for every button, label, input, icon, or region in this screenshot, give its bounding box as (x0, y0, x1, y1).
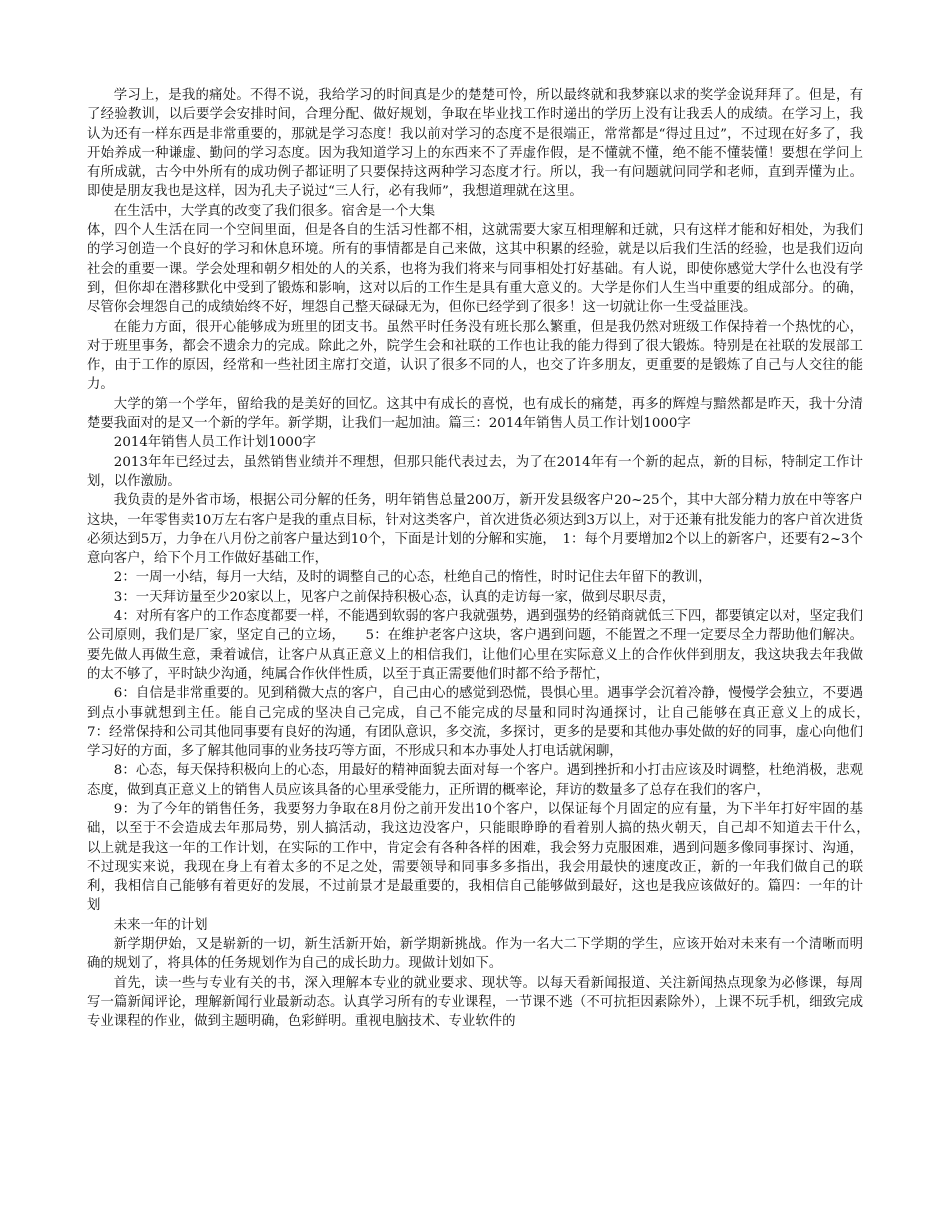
list-item-4-5: 4：对所有客户的工作态度都要一样，不能遇到软弱的客户我就强势，遇到强势的经销商就低三下四，都要镇定以对，坚定我们公司原则，我们是厂家，坚定自己的立场， 5：在维护老客户这块，客户遇到问题，不能置之不理一定要尽全力帮助他们解决。要先做人再做生意，秉着诚信，让客户从真正意义上的相信我们，让他们心里在实际意义上的合作伙伴到朋友，我这块我去年我做的太不够了，平时缺少沟通，纯属合作伙伴性质，以至于真正需要他们时都不给予帮忙， (87, 609, 863, 682)
paragraph-sales-targets: 我负责的是外省市场，根据公司分解的任务，明年销售总量200万，新开发县级客户20~25个，其中大部分精力放在中等客户这块，一年零售卖10万左右客户是我的重点目标，针对这类客户，首次进货必须达到3万以上，对于还兼有批发能力的客户首次进货必须达到5万，力争在八月份之前客户量达到10个，下面是计划的分解和实施， 1：每个月要增加2个以上的新客户，还要有2~3个意向客户，给下个月工作做好基础工作， (87, 493, 863, 567)
paragraph-first-step: 首先，读一些与专业有关的书，深入理解本专业的就业要求、现状等。以每天看新闻报道、关注新闻热点现象为必修课，每周写一篇新闻评论，理解新闻行业最新动态。认真学习所有的专业课程，一节课不逃（不可抗拒因素除外），上课不玩手机，细致完成专业课程的作业，做到主题明确，色彩鲜明。重视电脑技术、专业软件的 (87, 975, 863, 1030)
list-item-3: 3：一天拜访量至少20家以上，见客户之前保持积极心态，认真的走访每一家，做到尽职尽责， (113, 589, 675, 605)
paragraph-life: 在生活中，大学真的改变了我们很多。宿舍是一个大集 (113, 203, 436, 219)
paragraph-study: 学习上，是我的痛处。不得不说，我给学习的时间真是少的楚楚可怜，所以最终就和我梦寐以求的奖学金说拜拜了。但是，有了经验教训，以后要学会安排时间，合理分配、做好规划，争取在毕业找工作时递出的学历上没有让我丢人的成绩。在学习上，我认为还有一样东西是非常重要的，那就是学习态度！我以前对学习的态度不是很端正，常常都是“得过且过”，不过现在好多了，我开始养成一种谦虚、勤问的学习态度。因为我知道学习上的东西来不了弄虚作假，是不懂就不懂，绝不能不懂装懂！要想在学问上有所成就，古今中外所有的成功例子都证明了只要保持这两种学习态度才行。所以，我一有问题就问同学和老师，直到弄懂为止。即使是朋友我也是这样，因为孔夫子说过“三人行，必有我师”，我想道理就在这里。 (87, 88, 863, 200)
document-body (87, 86, 890, 1032)
paragraph-new-term: 新学期伊始，又是崭新的一切，新生活新开始，新学期新挑战。作为一名大二下学期的学生，应该开始对未来有一个清晰而明确的规划了，将具体的任务规划作为自己的成长助力。现做计划如下。 (87, 937, 863, 972)
paragraph-dorm: 体，四个人生活在同一个空间里面，但是各自的生活习性都不相，这就需要大家互相理解和迁就，只有这样才能和好相处，为我们的学习创造一个良好的学习和休息环境。所有的事情都是自己来做，这其中积累的经验，就是以后我们生活的经验，也是我们迈向社会的重要一课。学会处理和朝夕相处的人的关系，也将为我们将来与同事相处打好基础。有人说，即使你感觉大学什么也没有学到，但你却在潜移默化中受到了锻炼和影响，这对以后的工作生是具有重大意义的。大学是你们人生当中重要的组成部分。的确，尽管你会埋怨自己的成绩始终不好，埋怨自己整天碌碌无为，但你已经学到了很多！这一切就让你一生受益匪浅。 (87, 223, 863, 316)
paragraph-sales-intro: 2013年年已经过去，虽然销售业绩并不理想，但那只能代表过去，为了在2014年有一个新的起点，新的目标，特制定工作计划，以作激励。 (87, 454, 863, 489)
list-item-8: 8：心态，每天保持积极向上的心态，用最好的精神面貌去面对每一个客户。遇到挫折和小打击应该及时调整，杜绝消极，悲观态度，做到真正意义上的销售人员应该具备的心里承受能力，正所谓的概率论，拜访的数量多了总存在我们的客户， (87, 763, 863, 798)
paragraph-first-year: 大学的第一个学年，留给我的是美好的回忆。这其中有成长的喜悦，也有成长的痛楚，再多的辉煌与黯然都是昨天，我十分清楚要我面对的是又一个新的学年。新学期，让我们一起加油。篇三：2014年销售人员工作计划1000字 (87, 396, 863, 432)
list-item-2: 2：一周一小结，每月一大结，及时的调整自己的心态，杜绝自己的惰性，时时记住去年留下的教训， (113, 570, 712, 586)
section-title-sales-plan: 2014年销售人员工作计划1000字 (113, 435, 316, 451)
paragraph-ability: 在能力方面，很开心能够成为班里的团支书。虽然平时任务没有班长那么繁重，但是我仍然对班级工作保持着一个热忱的心，对于班里事务，都会不遗余力的完成。除此之外，院学生会和社联的工作也让我的能力得到了很大锻炼。特别是在社联的发展部工作，由于工作的原因，经常和一些社团主席打交道，认识了很多不同的人，也交了许多朋友，更重要的是锻炼了自己与人交往的能力。 (87, 319, 863, 393)
list-item-9: 9：为了今年的销售任务，我要努力争取在8月份之前开发出10个客户，以保证每个月固定的应有量，为下半年打好牢固的基础，以至于不会造成去年那局势，别人搞活动，我这边没客户，只能眼睁睁的看着别人搞的热火朝天，自己却不知道去干什么， 以上就是我这一年的工作计划，在实际的工作中，肯定会有各种各样的困难，我会努力克服困难，遇到问题多像同事探讨、沟通，不过现实来说，我现在身上有着太多的不足之处，需要领导和同事多多指出，我会用最快的速度改正，新的一年我们做自己的联利，我相信自己能够有着更好的发展，不过前景才是最重要的，我相信自己能够做到最好，这也是我应该做好的。篇四：一年的计划 (87, 801, 890, 914)
section-title-year-plan: 未来一年的计划 (113, 917, 208, 933)
list-item-6-7: 6：自信是非常重要的。见到稍微大点的客户，自己由心的感觉到恐慌，畏惧心里。遇事学会沉着冷静，慢慢学会独立，不要遇到点小事就想到主任。能自己完成的坚决自己完成，自己不能完成的尽量和同时沟通探讨，让自己能够在真正意义上的成长， 7：经常保持和公司其他同事要有良好的沟通，有团队意识，多交流，多探讨，更多的是要和其他办事处做的好的同事，虚心向他们学习好的方面，多了解其他同事的业务技巧等方面，不形成只和本办事处人打电话就闲聊， (87, 686, 890, 760)
